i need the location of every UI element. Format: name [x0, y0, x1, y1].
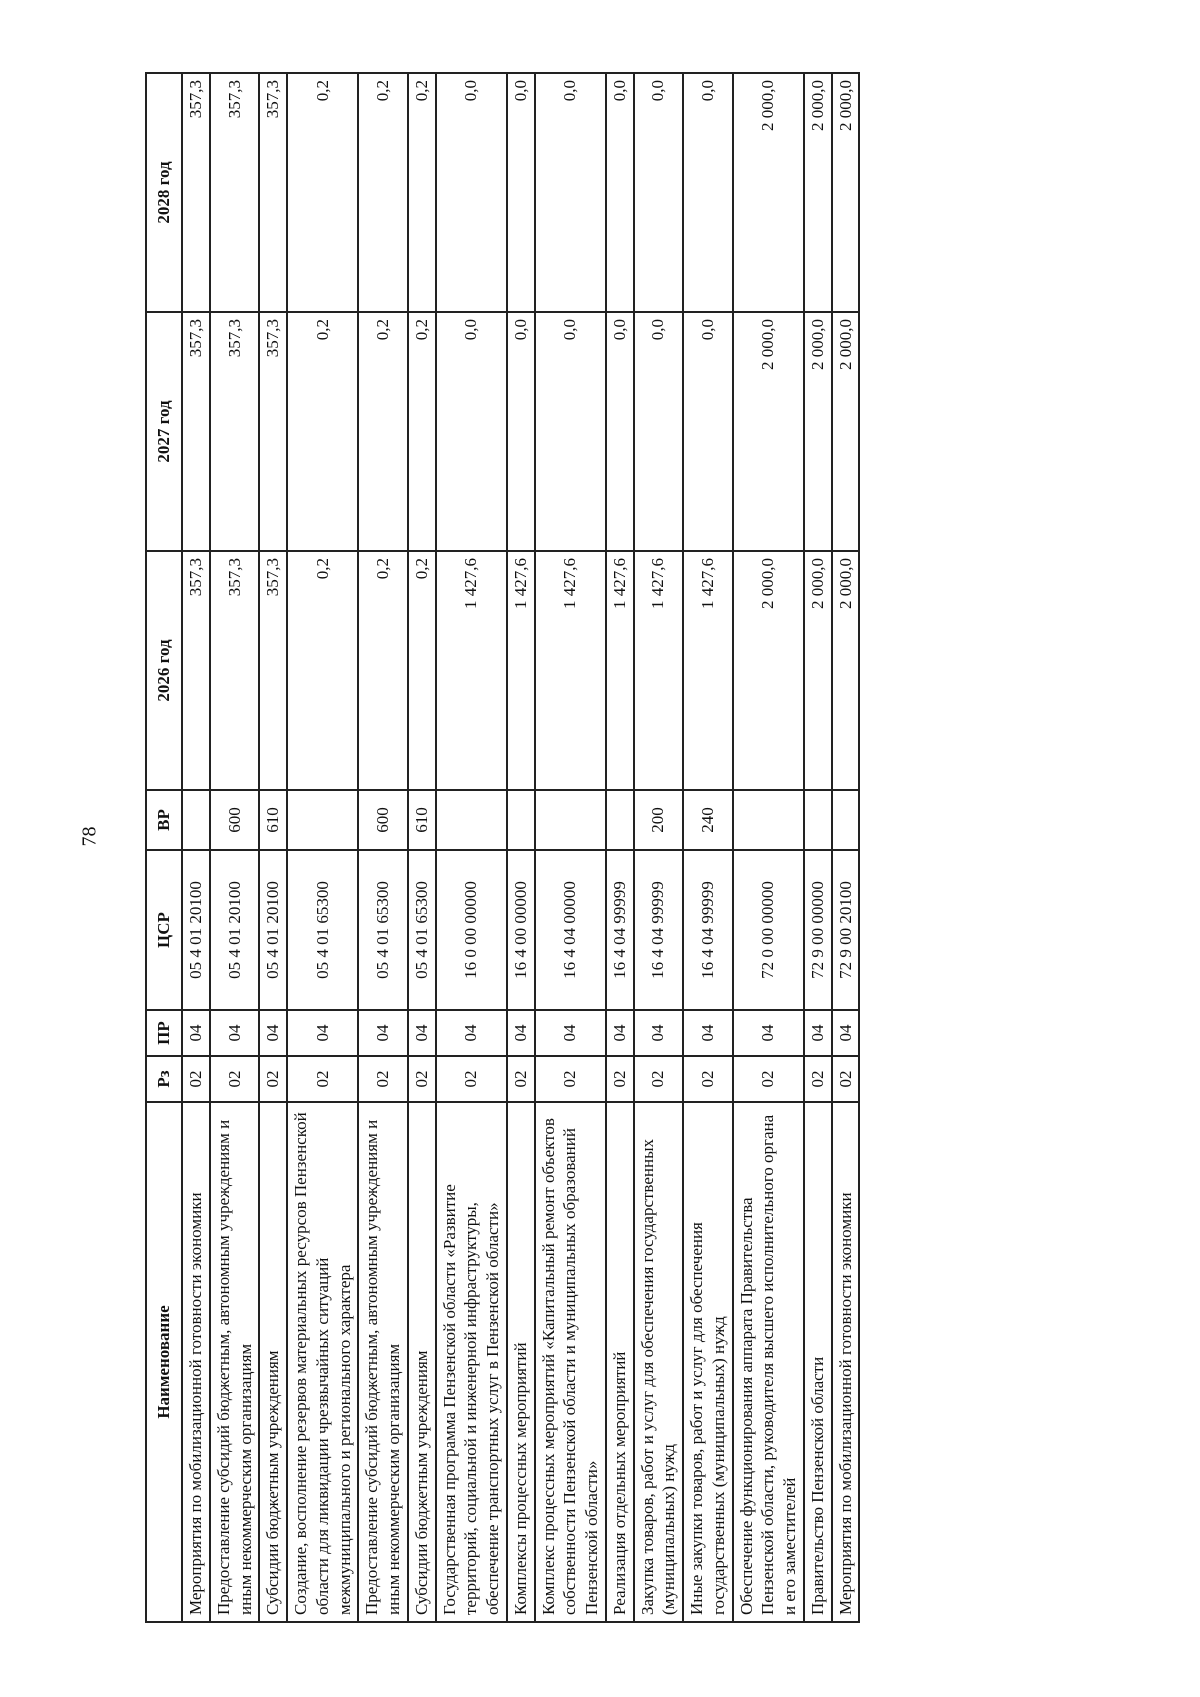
cell-vr: [832, 790, 860, 850]
cell-vr: 200: [634, 790, 684, 850]
cell-2026: 1 427,6: [535, 551, 606, 790]
cell-csr: 05 4 01 20100: [182, 850, 210, 1010]
cell-2027: 357,3: [259, 312, 287, 551]
table-row: [358, 73, 408, 1622]
cell-name: Предоставление субсидий бюджетным, автономным учреждениям и иным некоммерческим организациям: [358, 1102, 408, 1622]
cell-csr: 05 4 01 65300: [408, 850, 436, 1010]
cell-2028: 0,0: [683, 73, 733, 312]
table-row: [832, 73, 860, 1622]
table-row: [210, 73, 260, 1622]
cell-2028: 0,2: [358, 73, 408, 312]
cell-pr: 04: [606, 1010, 634, 1056]
cell-vr: [804, 790, 832, 850]
table-row: [634, 73, 684, 1622]
budget-table: [145, 72, 860, 1623]
cell-name: Реализация отдельных мероприятий: [606, 1102, 634, 1622]
table-header-row: [146, 73, 182, 1622]
cell-pr: 04: [535, 1010, 606, 1056]
table-row: [408, 73, 436, 1622]
header-2028: 2028 год: [146, 73, 182, 312]
cell-vr: [507, 790, 535, 850]
cell-csr: 05 4 01 20100: [210, 850, 260, 1010]
header-rz: Рз: [146, 1056, 182, 1102]
cell-name: Предоставление субсидий бюджетным, автономным учреждениям и иным некоммерческим организациям: [210, 1102, 260, 1622]
cell-name: Мероприятия по мобилизационной готовности экономики: [182, 1102, 210, 1622]
cell-2028: 0,0: [507, 73, 535, 312]
cell-2027: 0,2: [358, 312, 408, 551]
cell-2026: 357,3: [182, 551, 210, 790]
cell-name: Создание, восполнение резервов материальных ресурсов Пензенской области для ликвидации чрезвычайных ситуаций межмуниципального и регионального характера: [287, 1102, 358, 1622]
table-wrapper: [145, 73, 1055, 1623]
cell-vr: [535, 790, 606, 850]
cell-2027: 0,2: [408, 312, 436, 551]
table-row: [507, 73, 535, 1622]
cell-2027: 0,0: [535, 312, 606, 551]
header-vr: ВР: [146, 790, 182, 850]
cell-2027: 0,0: [507, 312, 535, 551]
cell-2027: 357,3: [182, 312, 210, 551]
cell-2028: 0,0: [634, 73, 684, 312]
table-row: [535, 73, 606, 1622]
cell-vr: [436, 790, 507, 850]
cell-2026: 2 000,0: [832, 551, 860, 790]
header-2027: 2027 год: [146, 312, 182, 551]
cell-pr: 04: [832, 1010, 860, 1056]
header-2026: 2026 год: [146, 551, 182, 790]
cell-2027: 357,3: [210, 312, 260, 551]
cell-rz: 02: [436, 1056, 507, 1102]
cell-2028: 0,0: [436, 73, 507, 312]
cell-2028: 357,3: [259, 73, 287, 312]
cell-rz: 02: [683, 1056, 733, 1102]
cell-csr: 72 0 00 00000: [733, 850, 804, 1010]
cell-csr: 16 4 04 99999: [683, 850, 733, 1010]
cell-name: Иные закупки товаров, работ и услуг для обеспечения государственных (муниципальных) нужд: [683, 1102, 733, 1622]
cell-pr: 04: [287, 1010, 358, 1056]
cell-2026: 1 427,6: [507, 551, 535, 790]
cell-2026: 2 000,0: [733, 551, 804, 790]
cell-csr: 16 4 00 00000: [507, 850, 535, 1010]
cell-2028: 0,2: [287, 73, 358, 312]
header-csr: ЦСР: [146, 850, 182, 1010]
cell-pr: 04: [507, 1010, 535, 1056]
cell-2026: 1 427,6: [606, 551, 634, 790]
cell-rz: 02: [535, 1056, 606, 1102]
cell-2027: 0,0: [634, 312, 684, 551]
cell-vr: [606, 790, 634, 850]
cell-vr: [182, 790, 210, 850]
cell-vr: 610: [408, 790, 436, 850]
cell-2027: 2 000,0: [733, 312, 804, 551]
cell-pr: 04: [210, 1010, 260, 1056]
cell-2026: 0,2: [358, 551, 408, 790]
cell-csr: 05 4 01 65300: [287, 850, 358, 1010]
cell-rz: 02: [507, 1056, 535, 1102]
table-row: [683, 73, 733, 1622]
cell-csr: 05 4 01 20100: [259, 850, 287, 1010]
cell-2028: 0,0: [606, 73, 634, 312]
cell-name: Обеспечение функционирования аппарата Правительства Пензенской области, руководителя высшего исполнительного органа и его заместителей: [733, 1102, 804, 1622]
cell-vr: 600: [358, 790, 408, 850]
cell-2027: 2 000,0: [832, 312, 860, 551]
rotated-table-area: [145, 73, 1055, 1623]
cell-pr: 04: [408, 1010, 436, 1056]
cell-2028: 2 000,0: [832, 73, 860, 312]
cell-vr: [733, 790, 804, 850]
cell-pr: 04: [436, 1010, 507, 1056]
cell-name: Комплекс процессных мероприятий «Капитальный ремонт объектов собственности Пензенской области и муниципальных образований Пензенской области»: [535, 1102, 606, 1622]
cell-2026: 357,3: [259, 551, 287, 790]
cell-csr: 72 9 00 20100: [832, 850, 860, 1010]
cell-rz: 02: [259, 1056, 287, 1102]
cell-rz: 02: [182, 1056, 210, 1102]
table-row: [287, 73, 358, 1622]
cell-rz: 02: [358, 1056, 408, 1102]
cell-2027: 0,0: [436, 312, 507, 551]
cell-2027: 0,0: [683, 312, 733, 551]
cell-csr: 16 0 00 00000: [436, 850, 507, 1010]
cell-name: Мероприятия по мобилизационной готовности экономики: [832, 1102, 860, 1622]
cell-vr: 610: [259, 790, 287, 850]
cell-rz: 02: [733, 1056, 804, 1102]
cell-csr: 16 4 04 99999: [606, 850, 634, 1010]
cell-vr: [287, 790, 358, 850]
table-row: [182, 73, 210, 1622]
cell-2026: 1 427,6: [683, 551, 733, 790]
cell-pr: 04: [259, 1010, 287, 1056]
cell-pr: 04: [358, 1010, 408, 1056]
cell-2028: 2 000,0: [804, 73, 832, 312]
table-row: [606, 73, 634, 1622]
cell-pr: 04: [733, 1010, 804, 1056]
cell-rz: 02: [287, 1056, 358, 1102]
cell-rz: 02: [606, 1056, 634, 1102]
cell-name: Закупка товаров, работ и услуг для обеспечения государственных (муниципальных) нужд: [634, 1102, 684, 1622]
table-row: [259, 73, 287, 1622]
cell-name: Субсидии бюджетным учреждениям: [408, 1102, 436, 1622]
cell-name: Субсидии бюджетным учреждениям: [259, 1102, 287, 1622]
page-number: 78: [78, 826, 101, 847]
cell-pr: 04: [634, 1010, 684, 1056]
cell-csr: 16 4 04 00000: [535, 850, 606, 1010]
header-pr: ПР: [146, 1010, 182, 1056]
cell-2026: 0,2: [408, 551, 436, 790]
cell-2027: 0,0: [606, 312, 634, 551]
header-name: Наименование: [146, 1102, 182, 1622]
cell-2026: 0,2: [287, 551, 358, 790]
cell-name: Комплексы процессных мероприятий: [507, 1102, 535, 1622]
cell-name: Правительство Пензенской области: [804, 1102, 832, 1622]
table-row: [436, 73, 507, 1622]
cell-pr: 04: [683, 1010, 733, 1056]
cell-2028: 357,3: [210, 73, 260, 312]
cell-csr: 72 9 00 00000: [804, 850, 832, 1010]
table-row: [804, 73, 832, 1622]
table-row: [733, 73, 804, 1622]
cell-2026: 1 427,6: [634, 551, 684, 790]
cell-rz: 02: [804, 1056, 832, 1102]
cell-2026: 2 000,0: [804, 551, 832, 790]
cell-2028: 357,3: [182, 73, 210, 312]
cell-vr: 600: [210, 790, 260, 850]
cell-rz: 02: [210, 1056, 260, 1102]
cell-2027: 0,2: [287, 312, 358, 551]
cell-2028: 0,2: [408, 73, 436, 312]
cell-2028: 0,0: [535, 73, 606, 312]
cell-pr: 04: [804, 1010, 832, 1056]
cell-name: Государственная программа Пензенской области «Развитие территорий, социальной и инженерной инфраструктуры, обеспечение транспортных услуг в Пензенской области»: [436, 1102, 507, 1622]
cell-pr: 04: [182, 1010, 210, 1056]
cell-2028: 2 000,0: [733, 73, 804, 312]
cell-2026: 357,3: [210, 551, 260, 790]
cell-rz: 02: [832, 1056, 860, 1102]
cell-vr: 240: [683, 790, 733, 850]
cell-csr: 16 4 04 99999: [634, 850, 684, 1010]
cell-2027: 2 000,0: [804, 312, 832, 551]
cell-rz: 02: [634, 1056, 684, 1102]
cell-csr: 05 4 01 65300: [358, 850, 408, 1010]
cell-rz: 02: [408, 1056, 436, 1102]
cell-2026: 1 427,6: [436, 551, 507, 790]
